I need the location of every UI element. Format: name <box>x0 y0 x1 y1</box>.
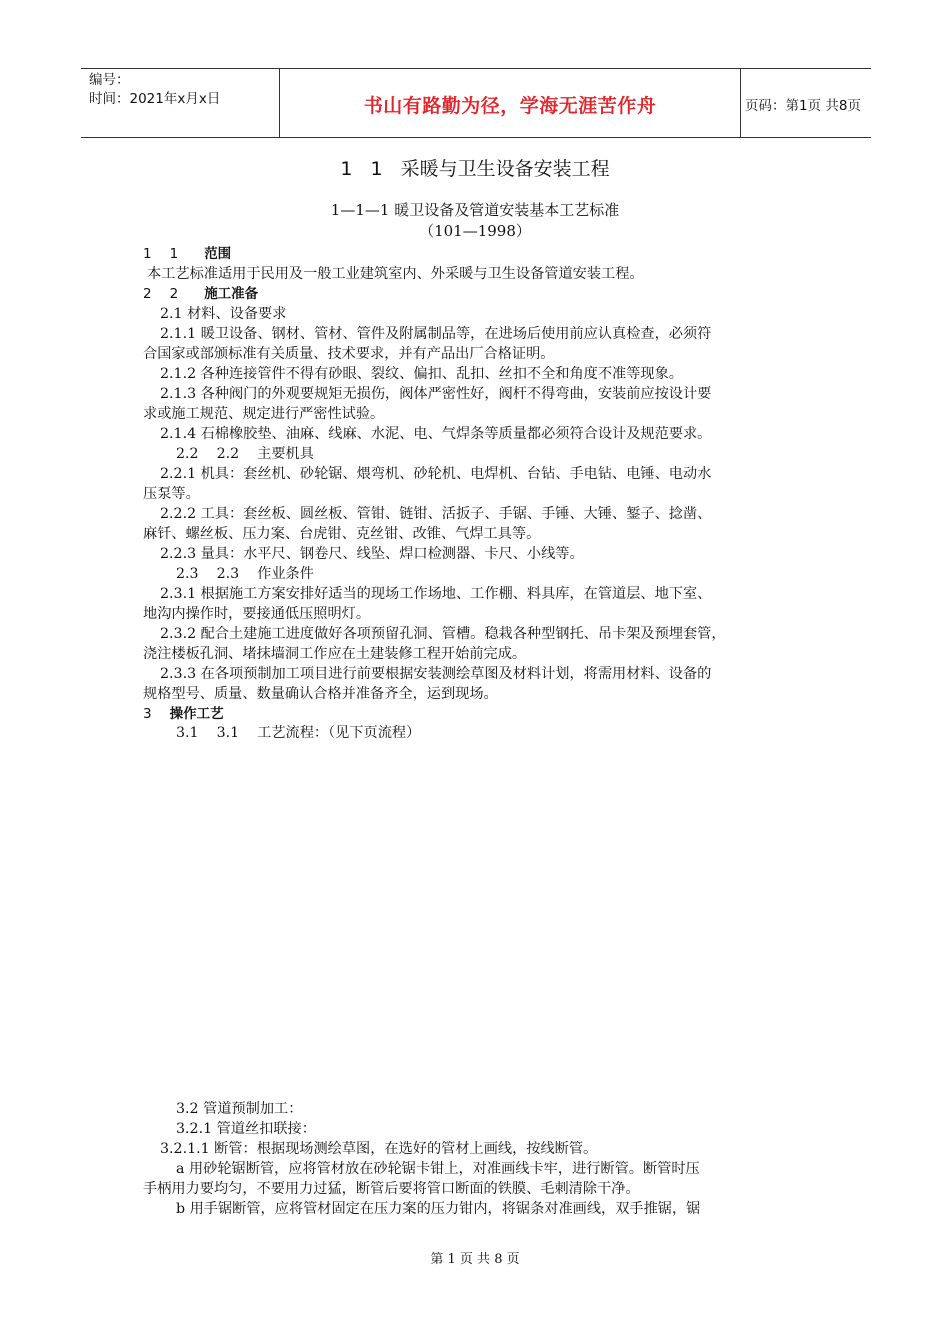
paragraph: 2.1.2 各种连接管件不得有砂眼、裂纹、偏扣、乱扣、丝扣不全和角度不准等现象。 <box>160 366 683 382</box>
paragraph: 2.2.2 工具：套丝板、圆丝板、管钳、链钳、活扳子、手锯、手锤、大锤、錾子、捻凿、 <box>160 506 712 522</box>
paragraph: 本工艺标准适用于民用及一般工业建筑室内、外采暖与卫生设备管道安装工程。 <box>147 266 644 282</box>
title-number-a: 1 <box>340 158 353 180</box>
section-heading-3: 3 操作工艺 <box>143 706 224 722</box>
document-title <box>0 160 950 179</box>
paragraph: 2.1.3 各种阀门的外观要规矩无损伤，阀体严密性好，阀杆不得弯曲，安装前应按设计要 <box>160 386 712 402</box>
section-heading-2: 2 2 施工准备 <box>143 286 259 302</box>
paragraph: 3.2.1.1 断管：根据现场测绘草图，在选好的管材上画线，按线断管。 <box>160 1141 598 1157</box>
paragraph: 2.3.3 在各项预制加工项目进行前要根据安装测绘草图及材料计划，将需用材料、设备的 <box>160 666 712 682</box>
paragraph: a 用砂轮锯断管，应将管材放在砂轮锯卡钳上，对准画线卡牢，进行断管。断管时压 <box>176 1161 700 1177</box>
subsection-heading: 3.2 管道预制加工： <box>176 1101 303 1117</box>
paragraph: 求或施工规范、规定进行严密性试验。 <box>143 406 385 422</box>
paragraph: 浇注楼板孔洞、堵抹墙洞工作应在土建装修工程开始前完成。 <box>143 646 527 662</box>
paragraph: 规格型号、质量、数量确认合格并准备齐全，运到现场。 <box>143 686 498 702</box>
paragraph: 2.1.1 暖卫设备、钢材、管材、管件及附属制品等，在进场后使用前应认真检查，必须符 <box>160 326 712 342</box>
title-number-b: 1 <box>370 158 383 180</box>
paragraph: 麻钎、螺丝板、压力案、台虎钳、克丝钳、改锥、气焊工具等。 <box>143 526 541 542</box>
page-number-label: 页码：第1页 共8页 <box>745 98 861 114</box>
header-page-cell <box>739 69 871 137</box>
paragraph: 手柄用力要均匀，不要用力过猛，断管后要将管口断面的铁膜、毛刺清除干净。 <box>143 1181 640 1197</box>
paragraph: 2.2.3 量具：水平尺、钢卷尺、线坠、焊口检测器、卡尺、小线等。 <box>160 546 584 562</box>
subsection-heading: 2.1 材料、设备要求 <box>160 306 287 322</box>
paragraph: 2.3.2 配合土建施工进度做好各项预留孔洞、管槽。稳栽各种型钢托、吊卡架及预埋套管， <box>160 626 726 642</box>
standard-code: （101—1998） <box>419 222 531 240</box>
paragraph: 合国家或部颁标准有关质量、技术要求，并有产品出厂合格证明。 <box>143 346 555 362</box>
paragraph: b 用手锯断管，应将管材固定在压力案的压力钳内，将锯条对准画线，双手推锯，锯 <box>176 1201 701 1217</box>
subsection-heading: 2.2 2.2 主要机具 <box>176 446 314 462</box>
section-heading-1: 1 1 范围 <box>143 246 232 262</box>
page-footer: 第 1 页 共 8 页 <box>430 1252 520 1267</box>
header-left-cell <box>81 69 279 137</box>
paragraph: 2.3.1 根据施工方案安排好适当的现场工作场地、工作棚、料具库，在管道层、地下室、 <box>160 586 712 602</box>
page-header <box>81 68 871 138</box>
motto-text: 书山有路勤为径，学海无涯苦作舟 <box>363 95 657 117</box>
subsection-heading: 3.1 3.1 工艺流程：（见下页流程） <box>176 725 421 741</box>
subsection-heading: 2.3 2.3 作业条件 <box>176 566 314 582</box>
date-label: 时间：2021年x月x日 <box>89 91 221 107</box>
document-number-label: 编号： <box>89 72 130 88</box>
subtitle: 1—1—1 暖卫设备及管道安装基本工艺标准 <box>330 201 620 219</box>
paragraph: 地沟内操作时，要接通低压照明灯。 <box>143 606 371 622</box>
subsection-heading: 3.2.1 管道丝扣联接： <box>176 1121 316 1137</box>
header-motto-cell <box>279 69 741 137</box>
paragraph: 2.1.4 石棉橡胶垫、油麻、线麻、水泥、电、气焊条等质量都必须符合设计及规范要求。 <box>160 426 712 442</box>
paragraph: 2.2.1 机具：套丝机、砂轮锯、煨弯机、砂轮机、电焊机、台钻、手电钻、电锤、电动水 <box>160 466 712 482</box>
paragraph: 压泵等。 <box>143 486 200 502</box>
title-text: 采暖与卫生设备安装工程 <box>400 158 610 180</box>
